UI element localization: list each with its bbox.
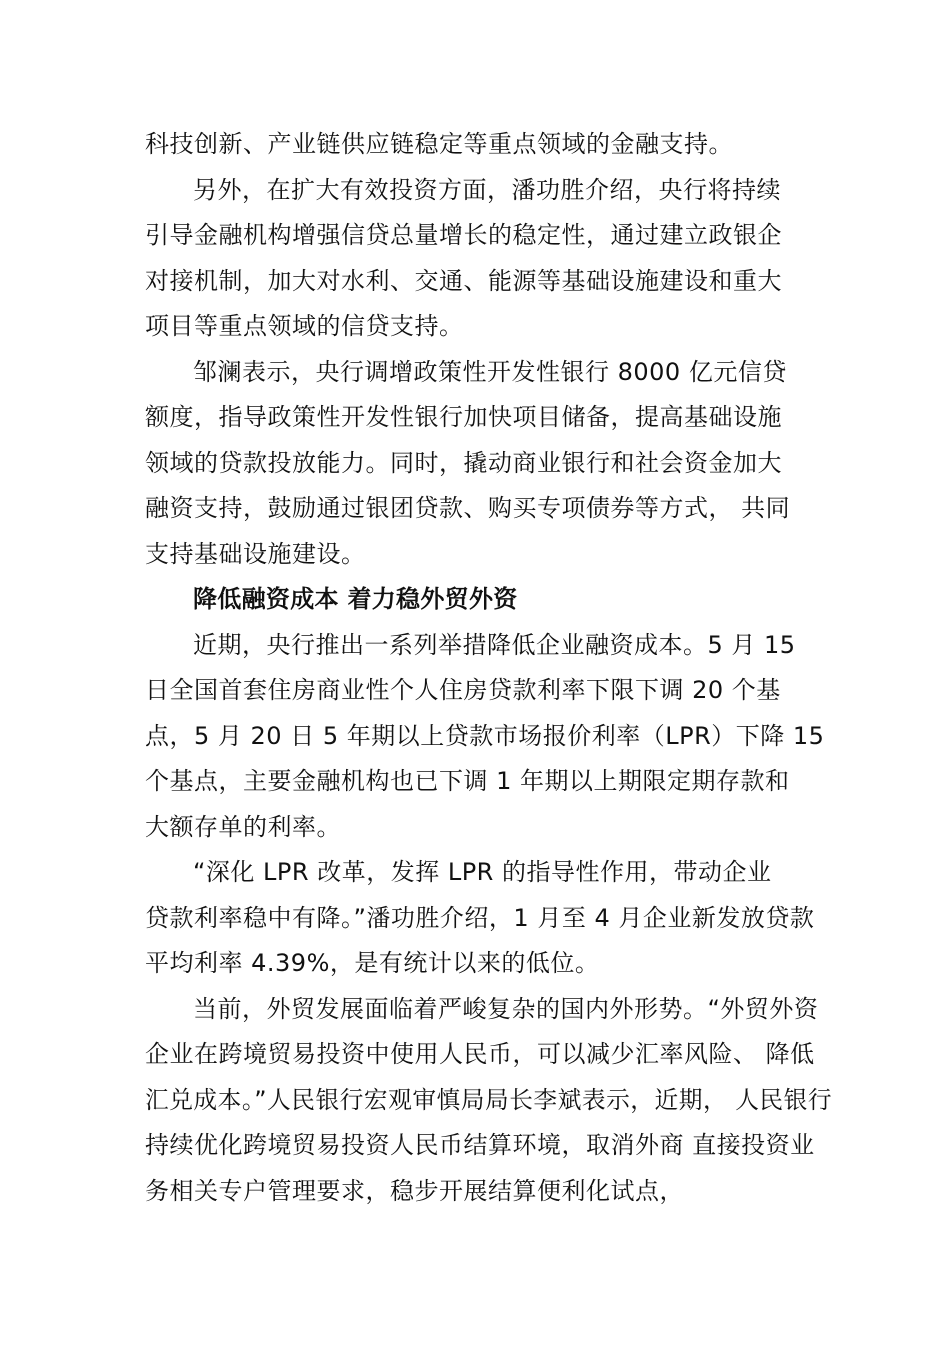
section-heading: 降低融资成本 着力稳外贸外资 [193,585,518,613]
paragraph-line: 当前，外贸发展面临着严峻复杂的国内外形势。“外贸外资 [193,995,819,1023]
paragraph-line: 项目等重点领域的信贷支持。 [145,312,464,340]
paragraph-line: 汇兑成本。”人民银行宏观审慎局局长李斌表示，近期， 人民银行 [145,1086,833,1114]
paragraph-line: 引导金融机构增强信贷总量增长的稳定性，通过建立政银企 [145,221,782,249]
paragraph-line: 企业在跨境贸易投资中使用人民币，可以减少汇率风险、 降低 [145,1040,815,1068]
paragraph-line: 务相关专户管理要求，稳步开展结算便利化试点， [145,1177,684,1205]
paragraph-line: “深化 LPR 改革，发挥 LPR 的指导性作用，带动企业 [193,858,772,886]
paragraph-line: 持续优化跨境贸易投资人民币结算环境，取消外商 直接投资业 [145,1131,815,1159]
paragraph-line: 大额存单的利率。 [145,813,341,841]
paragraph-line: 另外，在扩大有效投资方面，潘功胜介绍，央行将持续 [193,176,781,204]
paragraph-line: 领域的贷款投放能力。同时，撬动商业银行和社会资金加大 [145,449,782,477]
paragraph-line: 贷款利率稳中有降。”潘功胜介绍，1 月至 4 月企业新发放贷款 [145,904,815,932]
paragraph-line: 融资支持，鼓励通过银团贷款、购买专项债券等方式， 共同 [145,494,791,522]
paragraph-line: 科技创新、产业链供应链稳定等重点领域的金融支持。 [145,130,733,158]
paragraph-line: 邹澜表示，央行调增政策性开发性银行 8000 亿元信贷 [193,358,787,386]
paragraph-line: 额度，指导政策性开发性银行加快项目储备，提高基础设施 [145,403,782,431]
paragraph-line: 日全国首套住房商业性个人住房贷款利率下限下调 20 个基 [145,676,781,704]
paragraph-line: 个基点，主要金融机构也已下调 1 年期以上期限定期存款和 [145,767,790,795]
paragraph-line: 点，5 月 20 日 5 年期以上贷款市场报价利率（LPR）下降 15 [145,722,825,750]
paragraph-line: 近期，央行推出一系列举措降低企业融资成本。5 月 15 [193,631,796,659]
paragraph-line: 平均利率 4.39%，是有统计以来的低位。 [145,949,600,977]
paragraph-line: 支持基础设施建设。 [145,540,366,568]
paragraph-line: 对接机制，加大对水利、交通、能源等基础设施建设和重大 [145,267,782,295]
